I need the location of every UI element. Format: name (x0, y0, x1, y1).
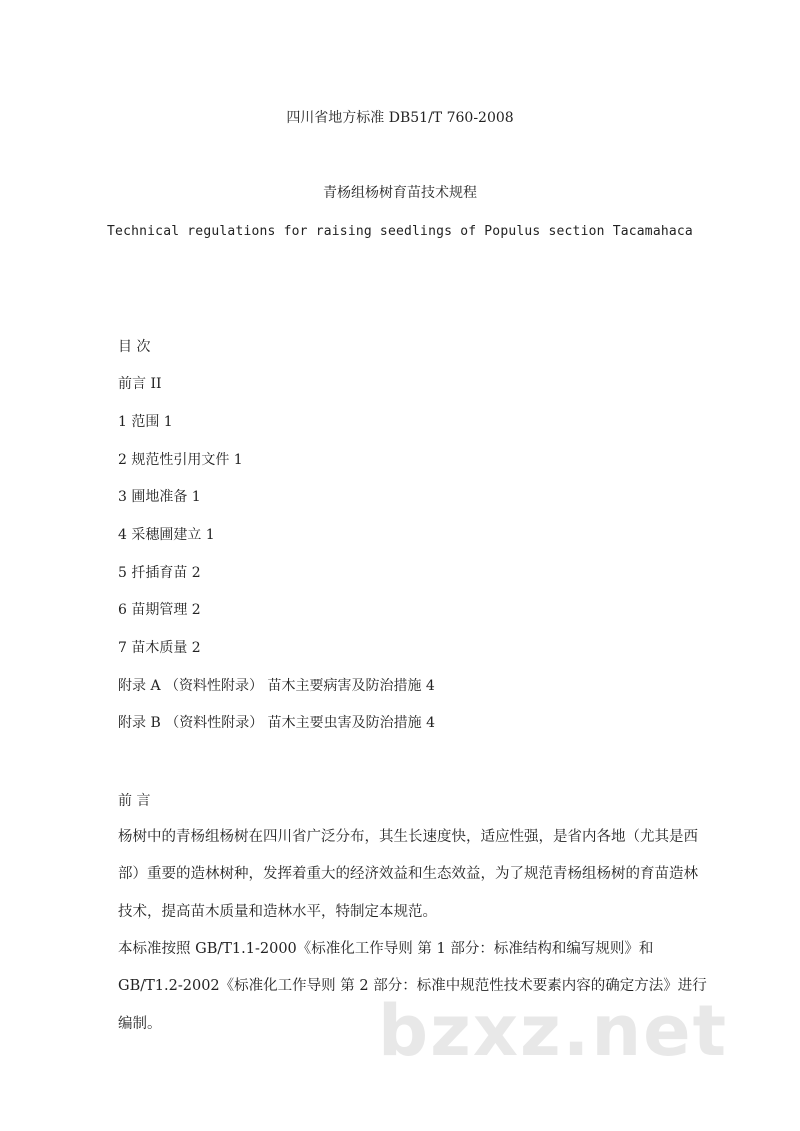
toc-heading: 目 次 (118, 339, 151, 355)
toc-item: 1 范围 1 (118, 414, 173, 430)
document-title-en: Technical regulations for raising seedlings of Populus section Tacamahaca (107, 224, 693, 239)
toc-item: 2 规范性引用文件 1 (118, 452, 243, 468)
toc-item: 5 扦插育苗 2 (118, 565, 201, 581)
toc-item: 附录 A （资料性附录） 苗木主要病害及防治措施 4 (118, 678, 435, 694)
standard-number-line: 四川省地方标准 DB51/T 760-2008 (286, 110, 514, 126)
toc-item: 附录 B （资料性附录） 苗木主要虫害及防治措施 4 (118, 715, 435, 731)
toc-item: 4 采穗圃建立 1 (118, 527, 215, 543)
toc-item: 前言 II (118, 376, 162, 392)
foreword-line: GB/T1.2-2002《标准化工作导则 第 2 部分：标准中规范性技术要素内容的确定方法》进行 (118, 978, 707, 994)
foreword-line: 编制。 (118, 1016, 162, 1032)
foreword-line: 本标准按照 GB/T1.1-2000《标准化工作导则 第 1 部分：标准结构和编写规则》和 (118, 941, 654, 957)
toc-item: 6 苗期管理 2 (118, 602, 201, 618)
document-title-cn: 青杨组杨树育苗技术规程 (323, 185, 477, 201)
toc-item: 3 圃地准备 1 (118, 489, 201, 505)
foreword-heading: 前 言 (118, 793, 151, 809)
toc-item: 7 苗木质量 2 (118, 640, 201, 656)
foreword-line: 部）重要的造林树种，发挥着重大的经济效益和生态效益，为了规范青杨组杨树的育苗造林 (118, 866, 698, 882)
foreword-line: 杨树中的青杨组杨树在四川省广泛分布，其生长速度快，适应性强，是省内各地（尤其是西 (118, 829, 698, 845)
watermark: bzxz.net (378, 990, 729, 1072)
foreword-line: 技术，提高苗木质量和造林水平，特制定本规范。 (118, 904, 437, 920)
